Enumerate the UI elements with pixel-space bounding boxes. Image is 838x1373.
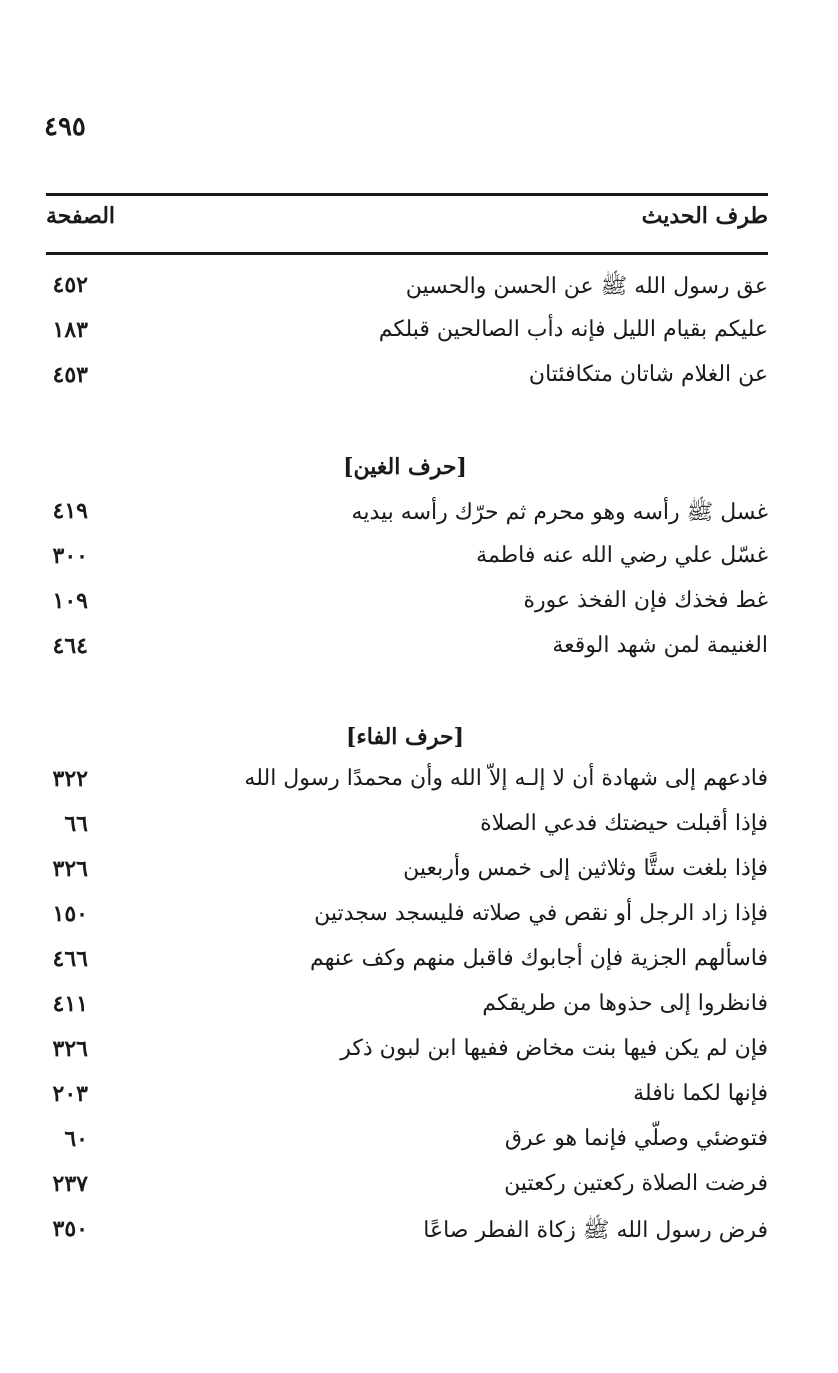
page-ref: ٢٣٧ xyxy=(52,1171,88,1197)
hadith-text: فإذا زاد الرجل أو نقص في صلاته فليسجد سجدتين xyxy=(314,901,768,926)
page-ref: ٣٠٠ xyxy=(52,543,88,569)
hadith-text: فإنها لكما نافلة xyxy=(633,1081,768,1106)
page-ref: ٣٢٢ xyxy=(52,766,88,792)
list-item xyxy=(46,946,768,990)
list-item xyxy=(46,811,768,855)
hadith-text: عق رسول الله ﷺ عن الحسن والحسين xyxy=(405,274,768,299)
list-item xyxy=(46,362,768,406)
hadith-text: فإذا بلغت ستًّا وثلاثين إلى خمس وأربعين xyxy=(403,856,768,881)
list-item xyxy=(46,633,768,677)
page-column-header: الصفحة xyxy=(46,203,116,229)
hadith-text: فإذا أقبلت حيضتك فدعي الصلاة xyxy=(480,811,768,836)
hadith-text: فانظروا إلى حذوها من طريقكم xyxy=(482,991,768,1016)
hadith-text: فادعهم إلى شهادة أن لا إلـه إلاّ الله وأن محمدًا رسول الله xyxy=(244,766,768,791)
list-item xyxy=(46,1216,768,1260)
page-ref: ٣٢٦ xyxy=(52,1036,88,1062)
header-top-rule xyxy=(46,193,768,196)
page-ref: ٤٥٣ xyxy=(52,362,88,388)
hadith-text: فرضت الصلاة ركعتين ركعتين xyxy=(504,1171,768,1196)
page-ref: ٣٥٠ xyxy=(52,1216,88,1242)
hadith-text: غسل ﷺ رأسه وهو محرم ثم حرّك رأسه بيديه xyxy=(351,500,768,525)
page-ref: ١٨٣ xyxy=(52,317,88,343)
list-item xyxy=(46,1171,768,1215)
list-item xyxy=(46,1081,768,1125)
hadith-text: عن الغلام شاتان متكافئتان xyxy=(528,362,768,387)
hadith-text: الغنيمة لمن شهد الوقعة xyxy=(552,633,768,658)
page-ref: ٤١١ xyxy=(52,991,88,1017)
list-item xyxy=(46,543,768,587)
table-header xyxy=(46,203,768,243)
header-bottom-rule xyxy=(46,252,768,255)
hadith-text: غسّل علي رضي الله عنه فاطمة xyxy=(476,543,768,568)
list-item xyxy=(46,856,768,900)
page-ref: ٦٦ xyxy=(64,811,88,837)
list-item xyxy=(46,901,768,945)
page-ref: ٦٠ xyxy=(64,1126,88,1152)
hadith-text: غط فخذك فإن الفخذ عورة xyxy=(523,588,768,613)
page-ref: ٣٢٦ xyxy=(52,856,88,882)
section-heading-ghayn: [حرف الغين] xyxy=(343,454,467,480)
page-ref: ٢٠٣ xyxy=(52,1081,88,1107)
page-ref: ٤٦٦ xyxy=(52,946,88,972)
hadith-text: فرض رسول الله ﷺ زكاة الفطر صاعًا xyxy=(423,1218,768,1243)
hadith-text: عليكم بقيام الليل فإنه دأب الصالحين قبلكم xyxy=(378,317,768,342)
list-item xyxy=(46,1126,768,1170)
list-item xyxy=(46,317,768,361)
page-ref: ٤١٩ xyxy=(52,498,88,524)
section-heading-fa: [حرف الفاء] xyxy=(345,724,464,750)
list-item xyxy=(46,991,768,1035)
page-ref: ١٥٠ xyxy=(52,901,88,927)
page-number: ٤٩٥ xyxy=(44,112,86,142)
hadith-text: فتوضئي وصلّي فإنما هو عرق xyxy=(504,1126,768,1151)
hadith-text: فاسألهم الجزية فإن أجابوك فاقبل منهم وكف عنهم xyxy=(310,946,768,971)
hadith-text: فإن لم يكن فيها بنت مخاض ففيها ابن لبون ذكر xyxy=(340,1036,768,1061)
page-ref: ٤٥٢ xyxy=(52,272,88,298)
list-item xyxy=(46,588,768,632)
list-item xyxy=(46,498,768,542)
page-ref: ٤٦٤ xyxy=(52,633,88,659)
list-item xyxy=(46,272,768,316)
list-item xyxy=(46,766,768,810)
list-item xyxy=(46,1036,768,1080)
page-ref: ١٠٩ xyxy=(52,588,88,614)
hadith-column-header: طرف الحديث xyxy=(641,203,768,229)
